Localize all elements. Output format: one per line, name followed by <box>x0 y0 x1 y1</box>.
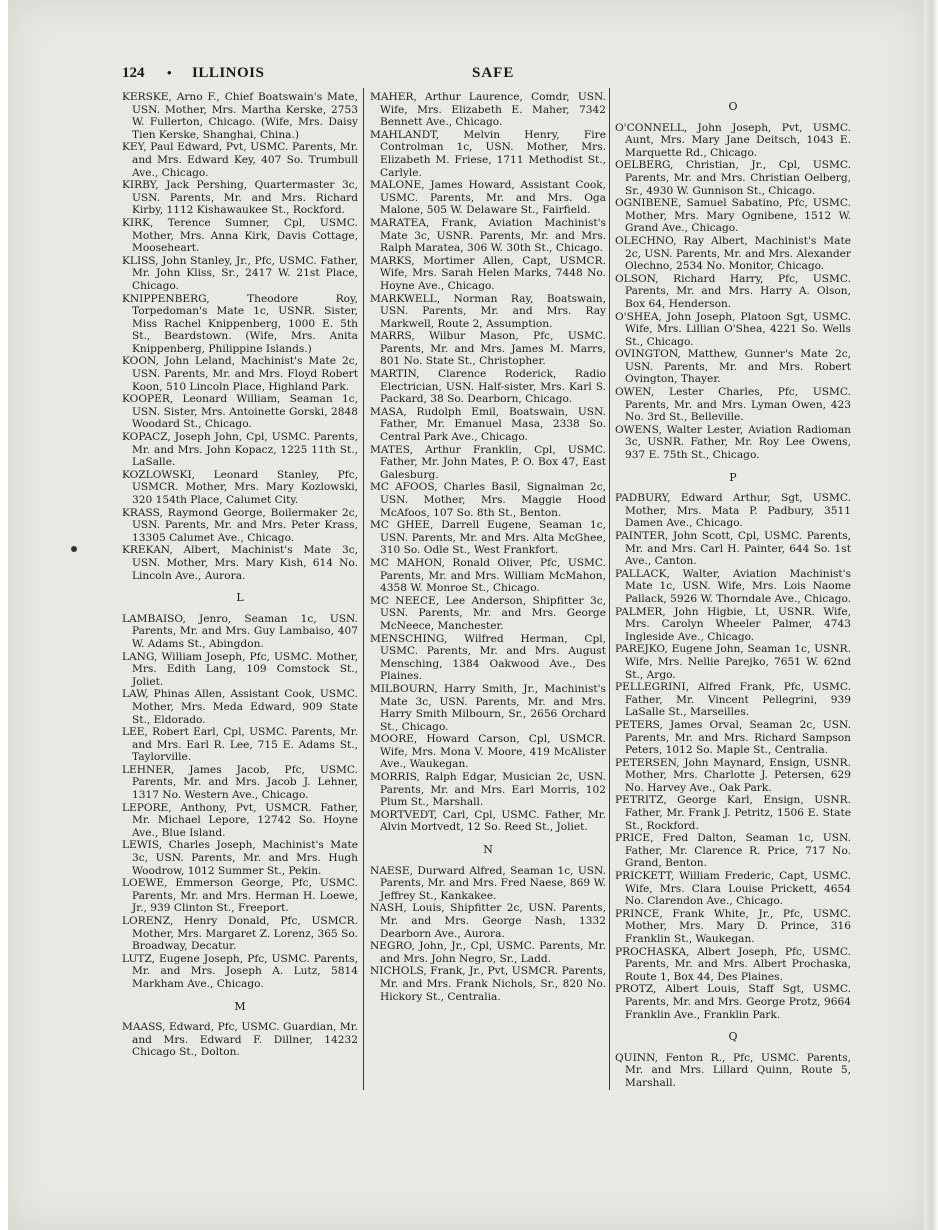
section-title: SAFE <box>472 65 515 81</box>
roster-entry: MC AFOOS, Charles Basil, Signalman 2c, USN. Mother, Mrs. Maggie Hood McAfoos, 107 So. 8th St., Benton. <box>370 481 606 519</box>
roster-entry: MARKS, Mortimer Allen, Capt, USMCR. Wife, Mrs. Sarah Helen Marks, 7448 No. Hoyne Ave., Chicago. <box>370 254 606 292</box>
roster-entry: MATES, Arthur Franklin, Cpl, USMC. Father, Mr. John Mates, P. O. Box 47, East Galesburg. <box>370 443 606 481</box>
roster-entry: OGNIBENE, Samuel Sabatino, Pfc, USMC. Mother, Mrs. Mary Ognibene, 1512 W. Grand Ave., Chicago. <box>615 197 851 235</box>
roster-entry: MILBOURN, Harry Smith, Jr., Machinist's Mate 3c, USN. Parents, Mr. and Mrs. Harry Smith Milbourn, Sr., 2656 Orchard St., Chicago. <box>370 682 606 733</box>
column-2 <box>370 91 606 1003</box>
roster-entry: KERSKE, Arno F., Chief Boatswain's Mate, USN. Mother, Mrs. Martha Kerske, 2753 W. Fullerton, Chicago. (Wife, Mrs. Daisy Tien Kerske, Shanghai, China.) <box>122 91 358 141</box>
roster-entry: MAHER, Arthur Laurence, Comdr, USN. Wife, Mrs. Elizabeth E. Maher, 7342 Bennett Ave., Chicago. <box>370 91 606 129</box>
roster-entry: LEE, Robert Earl, Cpl, USMC. Parents, Mr. and Mrs. Earl R. Lee, 715 E. Adams St., Taylorville. <box>122 726 358 764</box>
roster-entry: MAHLANDT, Melvin Henry, Fire Controlman 1c, USN. Mother, Mrs. Elizabeth M. Friese, 1711 Methodist St., Carlyle. <box>370 128 606 179</box>
roster-entry: PADBURY, Edward Arthur, Sgt, USMC. Mother, Mrs. Mata P. Padbury, 3511 Damen Ave., Chicago. <box>615 492 851 530</box>
roster-entry: LANG, William Joseph, Pfc, USMC. Mother, Mrs. Edith Lang, 109 Comstock St., Joliet. <box>122 650 358 688</box>
column-3 <box>615 91 851 1090</box>
page-header <box>122 65 852 85</box>
page-edge <box>924 0 938 1230</box>
roster-entry: KOZLOWSKI, Leonard Stanley, Pfc, USMCR. Mother, Mrs. Mary Kozlowski, 320 154th Place, Calumet City. <box>122 468 358 506</box>
roster-entry: PAINTER, John Scott, Cpl, USMC. Parents, Mr. and Mrs. Carl H. Painter, 644 So. 1st Ave., Canton. <box>615 530 851 568</box>
roster-entry: MC GHEE, Darrell Eugene, Seaman 1c, USN. Parents, Mr. and Mrs. Alta McGhee, 310 So. Odle St., West Frankfort. <box>370 519 606 557</box>
roster-entry: O'CONNELL, John Joseph, Pvt, USMC. Aunt, Mrs. Mary Jane Deitsch, 1043 E. Marquette Rd., Chicago. <box>615 121 851 159</box>
roster-entry: PALMER, John Higbie, Lt, USNR. Wife, Mrs. Carolyn Wheeler Palmer, 4743 Ingleside Ave., Chicago. <box>615 605 851 643</box>
roster-entry: PAREJKO, Eugene John, Seaman 1c, USNR. Wife, Mrs. Nellie Parejko, 7651 W. 62nd St., Argo. <box>615 643 851 681</box>
roster-entry: OLECHNO, Ray Albert, Machinist's Mate 2c, USN. Parents, Mr. and Mrs. Alexander Olechno, 2534 No. Monitor, Chicago. <box>615 234 851 273</box>
roster-entry: LAMBAISO, Jenro, Seaman 1c, USN. Parents, Mr. and Mrs. Guy Lambaiso, 407 W. Adams St., Abingdon. <box>122 612 358 650</box>
roster-entry: KOOPER, Leonard William, Seaman 1c, USN. Sister, Mrs. Antoinette Gorski, 2848 Woodard St., Chicago. <box>122 393 358 431</box>
column-divider <box>609 88 610 1090</box>
roster-entry: KREKAN, Albert, Machinist's Mate 3c, USN. Mother, Mrs. Mary Kish, 614 No. Lincoln Ave., Aurora. <box>122 544 358 582</box>
section-letter: P <box>729 470 737 484</box>
punch-hole-mark <box>71 546 77 552</box>
roster-entry: MASA, Rudolph Emil, Boatswain, USN. Father, Mr. Emanuel Masa, 2338 So. Central Park Ave., Chicago. <box>370 405 606 444</box>
roster-entry: LAW, Phinas Allen, Assistant Cook, USMC. Mother, Mrs. Meda Edward, 909 State St., Eldorado. <box>122 688 358 726</box>
roster-entry: MC MAHON, Ronald Oliver, Pfc, USMC. Parents, Mr. and Mrs. William McMahon, 4358 W. Monroe St., Chicago. <box>370 556 606 595</box>
roster-entry: MARTIN, Clarence Roderick, Radio Electrician, USN. Half-sister, Mrs. Karl S. Packard, 38 So. Dearborn, Chicago. <box>370 368 606 406</box>
roster-entry: KRASS, Raymond George, Boilermaker 2c, USN. Parents, Mr. and Mrs. Peter Krass, 13305 Calumet Ave., Chicago. <box>122 506 358 544</box>
page-number: 124 <box>122 65 145 81</box>
roster-entry: LUTZ, Eugene Joseph, Pfc, USMC. Parents, Mr. and Mrs. Joseph A. Lutz, 5814 Markham Ave., Chicago. <box>122 952 358 990</box>
roster-entry: MALONE, James Howard, Assistant Cook, USMC. Parents, Mr. and Mrs. Oga Malone, 505 W. Delaware St., Fairfield. <box>370 179 606 217</box>
roster-entry: PROTZ, Albert Louis, Staff Sgt, USMC. Parents, Mr. and Mrs. George Protz, 9664 Franklin Ave., Franklin Park. <box>615 983 851 1021</box>
roster-entry: PETRITZ, George Karl, Ensign, USNR. Father, Mr. Frank J. Petritz, 1506 E. State St., Rockford. <box>615 794 851 832</box>
roster-entry: LORENZ, Henry Donald, Pfc, USMCR. Mother, Mrs. Margaret Z. Lorenz, 365 So. Broadway, Decatur. <box>122 915 358 953</box>
state-heading: ILLINOIS <box>192 65 265 81</box>
roster-entry: OVINGTON, Matthew, Gunner's Mate 2c, USN. Parents, Mr. and Mrs. Robert Ovington, Thayer. <box>615 348 851 386</box>
roster-entry: KOON, John Leland, Machinist's Mate 2c, USN. Parents, Mr. and Mrs. Floyd Robert Koon, 510 Lincoln Place, Highland Park. <box>122 355 358 393</box>
header-bullet: • <box>167 65 172 80</box>
section-letter: M <box>234 999 246 1013</box>
roster-entry: MOORE, Howard Carson, Cpl, USMCR. Wife, Mrs. Mona V. Moore, 419 McAlister Ave., Waukegan. <box>370 733 606 771</box>
roster-entry: LEPORE, Anthony, Pvt, USMCR. Father, Mr. Michael Lepore, 12742 So. Hoyne Ave., Blue Island. <box>122 801 358 839</box>
column-1 <box>122 91 358 1059</box>
roster-entry: QUINN, Fenton R., Pfc, USMC. Parents, Mr. and Mrs. Lillard Quinn, Route 5, Marshall. <box>615 1051 851 1089</box>
roster-entry: MORRIS, Ralph Edgar, Musician 2c, USN. Parents, Mr. and Mrs. Earl Morris, 102 Plum St., Marshall. <box>370 771 606 809</box>
roster-entry: MAASS, Edward, Pfc, USMC. Guardian, Mr. and Mrs. Edward F. Dillner, 14232 Chicago St., Dolton. <box>122 1021 358 1059</box>
roster-entry: KLISS, John Stanley, Jr., Pfc, USMC. Father, Mr. John Kliss, Sr., 2417 W. 21st Place, Chicago. <box>122 254 358 292</box>
roster-entry: PETERS, James Orval, Seaman 2c, USN. Parents, Mr. and Mrs. Richard Sampson Peters, 1012 So. Maple St., Centralia. <box>615 718 851 757</box>
roster-entry: MARKWELL, Norman Ray, Boatswain, USN. Parents, Mr. and Mrs. Ray Markwell, Route 2, Assumption. <box>370 292 606 330</box>
roster-entry: LEHNER, James Jacob, Pfc, USMC. Parents, Mr. and Mrs. Jacob J. Lehner, 1317 No. Western Ave., Chicago. <box>122 763 358 802</box>
roster-entry: OELBERG, Christian, Jr., Cpl, USMC. Parents, Mr. and Mrs. Christian Oelberg, Sr., 4930 W. Gunnison St., Chicago. <box>615 159 851 197</box>
roster-entry: KNIPPENBERG, Theodore Roy, Torpedoman's Mate 1c, USNR. Sister, Miss Rachel Knippenberg, 1000 E. 5th St., Beardstown. (Wife, Mrs. Anita Knippenberg, Philippine Islands.) <box>122 292 358 355</box>
roster-entry: NAESE, Durward Alfred, Seaman 1c, USN. Parents, Mr. and Mrs. Fred Naese, 869 W. Jeffrey St., Kankakee. <box>370 864 606 902</box>
section-letter: Q <box>728 1030 738 1044</box>
roster-entry: PRINCE, Frank White, Jr., Pfc, USMC. Mother, Mrs. Mary D. Prince, 316 Franklin St., Waukegan. <box>615 907 851 945</box>
roster-entry: PALLACK, Walter, Aviation Machinist's Mate 1c, USN. Wife, Mrs. Lois Naome Pallack, 5926 W. Thorndale Ave., Chicago. <box>615 567 852 605</box>
roster-entry: NEGRO, John, Jr., Cpl, USMC. Parents, Mr. and Mrs. John Negro, Sr., Ladd. <box>370 940 606 965</box>
roster-entry: OWENS, Walter Lester, Aviation Radioman 3c, USNR. Father, Mr. Roy Lee Owens, 937 E. 75th St., Chicago. <box>615 423 851 462</box>
roster-entry: O'SHEA, John Joseph, Platoon Sgt, USMC. Wife, Mrs. Lillian O'Shea, 4221 So. Wells St., Chicago. <box>615 310 851 348</box>
roster-entry: KIRK, Terence Sumner, Cpl, USMC. Mother, Mrs. Anna Kirk, Davis Cottage, Mooseheart. <box>122 216 358 255</box>
roster-entry: PETERSEN, John Maynard, Ensign, USNR. Mother, Mrs. Charlotte J. Petersen, 629 No. Harvey Ave., Oak Park. <box>615 756 851 794</box>
roster-entry: PELLEGRINI, Alfred Frank, Pfc, USMC. Father, Mr. Vincent Pellegrini, 939 LaSalle St., Marseilles. <box>615 681 851 719</box>
section-letter: L <box>236 591 244 605</box>
roster-entry: MARRS, Wilbur Mason, Pfc, USMC. Parents, Mr. and Mrs. James M. Marrs, 801 No. State St., Christopher. <box>370 330 606 368</box>
roster-entry: PRICKETT, William Frederic, Capt, USMC. Wife, Mrs. Clara Louise Prickett, 4654 No. Clarendon Ave., Chicago. <box>615 870 851 908</box>
roster-entry: KEY, Paul Edward, Pvt, USMC. Parents, Mr. and Mrs. Edward Key, 407 So. Trumbull Ave., Chicago. <box>122 141 358 179</box>
roster-entry: NASH, Louis, Shipfitter 2c, USN. Parents, Mr. and Mrs. George Nash, 1332 Dearborn Ave., Aurora. <box>370 902 606 940</box>
roster-entry: KOPACZ, Joseph John, Cpl, USMC. Parents, Mr. and Mrs. John Kopacz, 1225 11th St., LaSalle. <box>122 431 358 469</box>
roster-entry: PRICE, Fred Dalton, Seaman 1c, USN. Father, Mr. Clarence R. Price, 717 No. Grand, Benton. <box>615 832 851 870</box>
roster-entry: OWEN, Lester Charles, Pfc, USMC. Parents, Mr. and Mrs. Lyman Owen, 423 No. 3rd St., Belleville. <box>615 386 851 424</box>
roster-entry: OLSON, Richard Harry, Pfc, USMC. Parents, Mr. and Mrs. Harry A. Olson, Box 64, Henderson. <box>615 272 851 310</box>
roster-entry: KIRBY, Jack Pershing, Quartermaster 3c, USN. Parents, Mr. and Mrs. Richard Kirby, 1112 Kishawaukee St., Rockford. <box>122 179 358 217</box>
roster-entry: PROCHASKA, Albert Joseph, Pfc, USMC. Parents, Mr. and Mrs. Albert Prochaska, Route 1, Box 44, Des Plaines. <box>615 945 851 983</box>
roster-entry: MENSCHING, Wilfred Herman, Cpl, USMC. Parents, Mr. and Mrs. August Mensching, 1384 Oakwood Ave., Des Plaines. <box>370 632 606 683</box>
section-letter: N <box>483 843 493 857</box>
roster-entry: MARATEA, Frank, Aviation Machinist's Mate 3c, USNR. Parents, Mr. and Mrs. Ralph Maratea, 306 W. 30th St., Chicago. <box>370 216 606 255</box>
roster-entry: MORTVEDT, Carl, Cpl, USMC. Father, Mr. Alvin Mortvedt, 12 So. Reed St., Joliet. <box>370 808 606 834</box>
roster-entry: NICHOLS, Frank, Jr., Pvt, USMCR. Parents, Mr. and Mrs. Frank Nichols, Sr., 820 No. Hickory St., Centralia. <box>370 965 606 1003</box>
section-letter: O <box>728 100 738 113</box>
roster-entry: LOEWE, Emmerson George, Pfc, USMC. Parents, Mr. and Mrs. Herman H. Loewe, Jr., 939 Clinton St., Freeport. <box>122 877 358 915</box>
roster-entry: LEWIS, Charles Joseph, Machinist's Mate 3c, USN. Parents, Mr. and Mrs. Hugh Woodrow, 1012 Summer St., Pekin. <box>122 839 358 877</box>
column-divider <box>363 88 364 1090</box>
roster-entry: MC NEECE, Lee Anderson, Shipfitter 3c, USN. Parents, Mr. and Mrs. George McNeece, Manchester. <box>370 594 606 632</box>
